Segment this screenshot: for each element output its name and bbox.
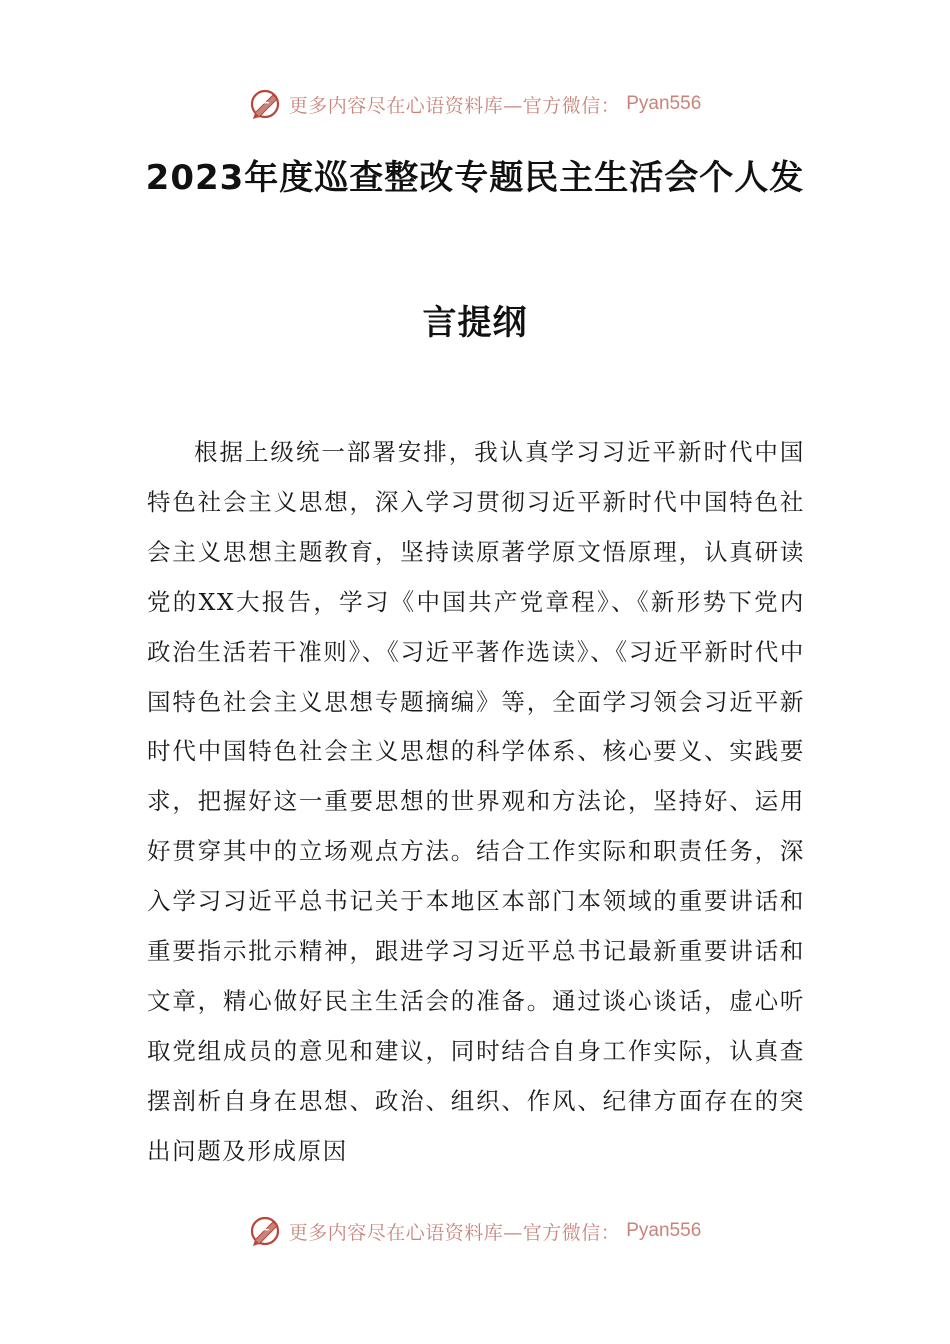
watermark-text: 更多内容尽在心语资料库—官方微信： <box>288 94 621 117</box>
watermark-text: 更多内容尽在心语资料库—官方微信： <box>288 1221 621 1244</box>
pen-logo-icon <box>249 87 283 121</box>
body-paragraph: 根据上级统一部署安排，我认真学习习近平新时代中国特色社会主义思想，深入学习贯彻习近平新时代中国特色社会主义思想主题教育，坚持读原著学原文悟原理，认真研读党的XX大报告，学习《中国共产党章程》、《新形势下党内政治生活若干准则》、《习近平著作选读》、《习近平新时代中国特色社会主义思想专题摘编》等，全面学习领会习近平新时代中国特色社会主义思想的科学体系、核心要义、实践要求，把握好这一重要思想的世界观和方法论，坚持好、运用好贯穿其中的立场观点方法。结合工作实际和职责任务，深入学习习近平总书记关于本地区本部门本领域的重要讲话和重要指示批示精神，跟进学习习近平总书记最新重要讲话和文章，精心做好民主生活会的准备。通过谈心谈话，虚心听取党组成员的意见和建议，同时结合自身工作实际，认真查摆剖析自身在思想、政治、组织、作风、纪律方面存在的突出问题及形成原因 <box>147 438 805 1165</box>
watermark-handle: Pyan556 <box>626 93 702 114</box>
watermark-handle: Pyan556 <box>626 1220 702 1241</box>
header-watermark <box>0 84 950 124</box>
document-title-line1: 2023年度巡查整改专题民主生活会个人发 <box>145 158 805 198</box>
footer-watermark <box>0 1211 950 1251</box>
pen-logo-icon <box>249 1214 283 1248</box>
document-title-line2: 言提纲 <box>422 303 528 343</box>
